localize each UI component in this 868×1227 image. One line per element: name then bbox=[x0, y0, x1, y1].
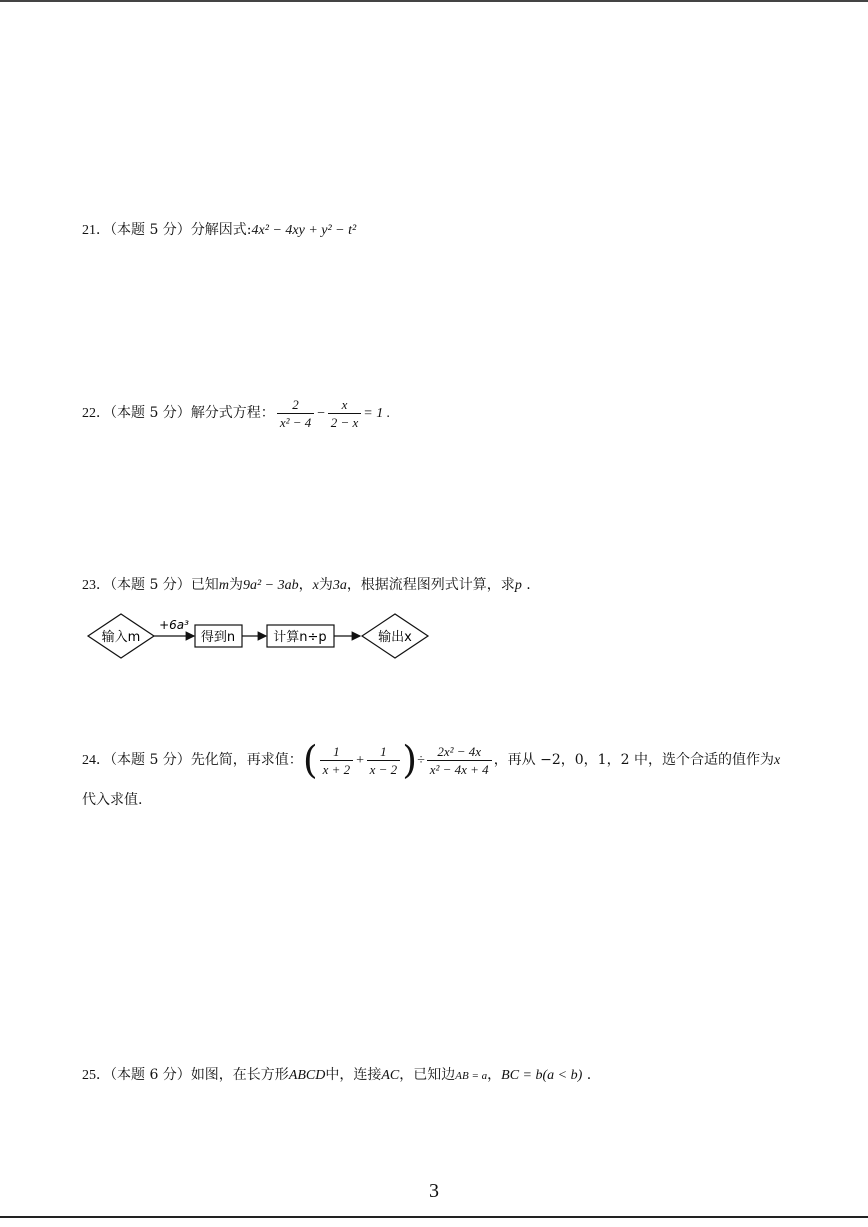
fraction-numerator: 2 bbox=[277, 396, 314, 414]
flow-arrow-label: +6a³ bbox=[159, 618, 189, 632]
variable-p: p bbox=[514, 578, 522, 593]
fraction-denominator: x² − 4x + 4 bbox=[429, 761, 489, 777]
question-score: （本题 5 分） bbox=[110, 752, 191, 768]
equation-rhs: = 1 . bbox=[363, 406, 391, 421]
question-prompt: 分解因式: bbox=[190, 222, 252, 238]
fraction-1 bbox=[277, 396, 314, 431]
question-score: （本题 6 分） bbox=[110, 1067, 191, 1083]
fraction-denominator: x − 2 bbox=[369, 761, 398, 777]
question-25 bbox=[82, 1065, 591, 1086]
question-number: 21． bbox=[82, 223, 110, 238]
fraction-2 bbox=[328, 396, 362, 431]
question-text: ， bbox=[487, 1067, 502, 1083]
question-24-line2 bbox=[82, 790, 142, 810]
page-number: 3 bbox=[429, 1180, 439, 1202]
math-expression: 3a bbox=[332, 578, 347, 593]
flow-step1-label: 得到n bbox=[200, 630, 236, 645]
question-text: ， bbox=[298, 577, 313, 593]
minus-sign: − bbox=[316, 406, 326, 421]
fraction-3 bbox=[427, 743, 492, 778]
question-score: （本题 5 分） bbox=[110, 577, 191, 593]
question-number: 23． bbox=[82, 578, 110, 593]
plus-sign: + bbox=[355, 753, 365, 768]
question-prompt: 先化简，再求值： bbox=[190, 752, 303, 768]
left-paren: ( bbox=[302, 738, 318, 782]
rectangle-name: ABCD bbox=[288, 1068, 326, 1083]
math-expression: 4x² − 4xy + y² − t² bbox=[251, 223, 357, 238]
bottom-border bbox=[0, 1216, 868, 1218]
variable-m: m bbox=[218, 578, 229, 593]
flow-output-label: 输出x bbox=[378, 630, 412, 645]
fraction-numerator: 1 bbox=[367, 743, 401, 761]
question-text: 为 bbox=[228, 577, 243, 593]
question-text: 代入求值. bbox=[82, 792, 143, 808]
question-text: 为 bbox=[318, 577, 333, 593]
question-text: 已知 bbox=[190, 577, 219, 593]
fraction-numerator: x bbox=[328, 396, 362, 414]
question-text: ，已知边 bbox=[399, 1067, 456, 1083]
question-text: ，再从 −2，0，1，2 中，选个合适的值作为 bbox=[493, 752, 774, 768]
math-expression: 9a² − 3ab bbox=[242, 578, 299, 593]
question-number: 22． bbox=[82, 406, 110, 421]
flowchart bbox=[80, 608, 440, 664]
fraction-denominator: 2 − x bbox=[330, 414, 359, 430]
fraction-denominator: x² − 4 bbox=[279, 414, 312, 430]
question-score: （本题 5 分） bbox=[110, 405, 191, 421]
diagonal-name: AC bbox=[381, 1068, 400, 1083]
question-text: ，根据流程图列式计算，求 bbox=[346, 577, 515, 593]
fraction-2 bbox=[367, 743, 401, 778]
question-24 bbox=[82, 736, 780, 785]
fraction-denominator: x + 2 bbox=[322, 761, 351, 777]
question-number: 25． bbox=[82, 1068, 110, 1083]
question-text: 如图，在长方形 bbox=[190, 1067, 289, 1083]
right-paren: ) bbox=[402, 738, 418, 782]
question-text: . bbox=[582, 1067, 592, 1083]
question-21 bbox=[82, 220, 356, 241]
fraction-numerator: 2x² − 4x bbox=[427, 743, 492, 761]
question-score: （本题 5 分） bbox=[110, 222, 191, 238]
question-text: . bbox=[521, 577, 531, 593]
variable-x: x bbox=[773, 753, 781, 768]
fraction-1 bbox=[320, 743, 354, 778]
question-number: 24． bbox=[82, 753, 110, 768]
side-bc: BC = b(a < b) bbox=[501, 1068, 583, 1083]
question-23 bbox=[82, 575, 531, 596]
flow-step2-label: 计算n÷p bbox=[273, 630, 327, 645]
division-sign: ÷ bbox=[417, 753, 425, 768]
top-border bbox=[0, 0, 868, 2]
question-22 bbox=[82, 393, 390, 434]
question-prompt: 解分式方程： bbox=[190, 405, 275, 421]
fraction-numerator: 1 bbox=[320, 743, 354, 761]
variable-x: x bbox=[312, 578, 319, 593]
side-ab: AB = a bbox=[455, 1070, 488, 1082]
question-text: 中，连接 bbox=[325, 1067, 382, 1083]
flow-input-label: 输入m bbox=[101, 630, 141, 645]
